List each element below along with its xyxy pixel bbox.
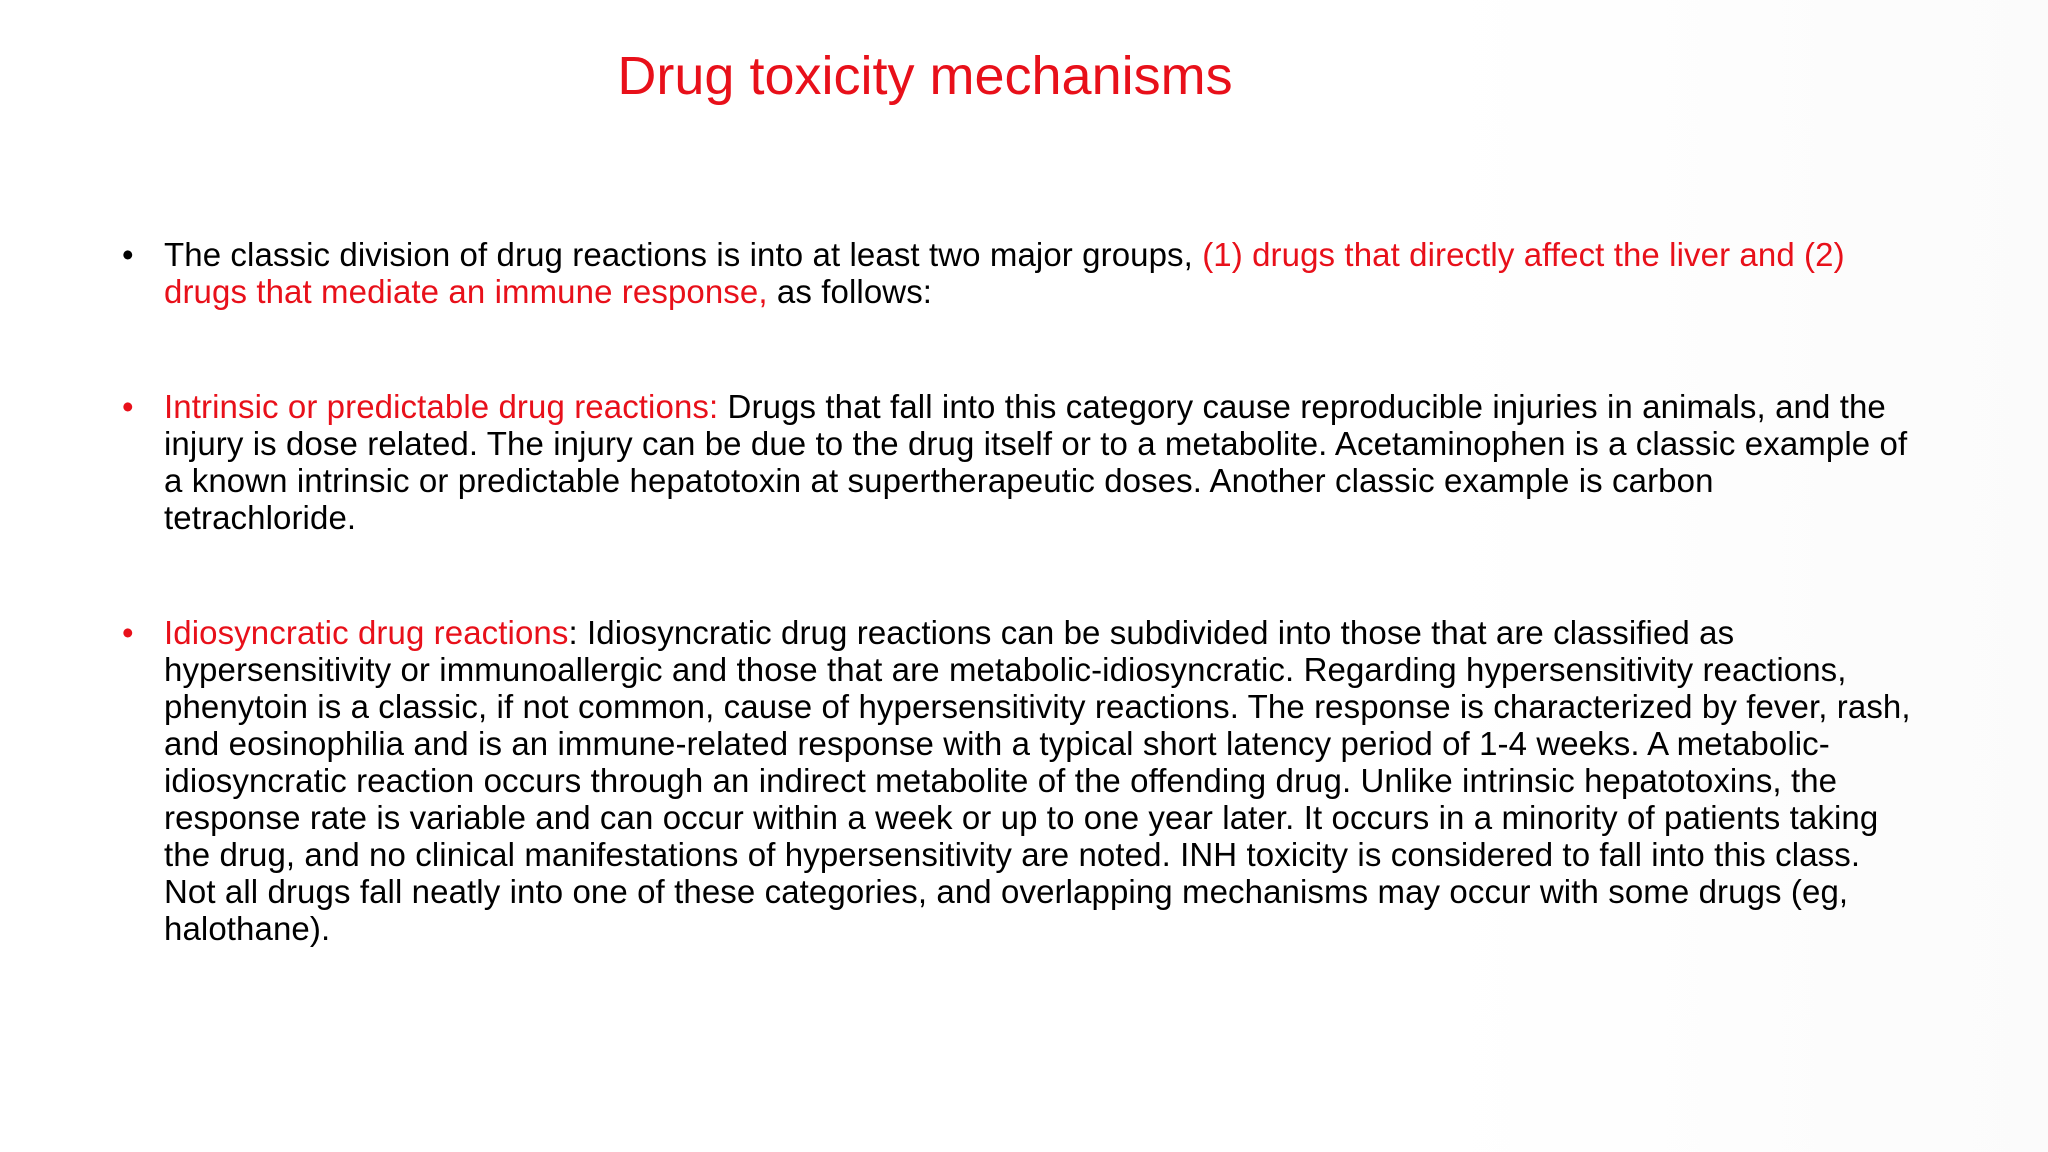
- bullet-list: [122, 236, 1912, 947]
- bullet-text: The classic division of drug reactions is into at least two major groups,: [164, 236, 1203, 273]
- bullet-marker: •: [122, 388, 134, 425]
- bullet-marker: •: [122, 614, 134, 651]
- bullet-heading: Intrinsic or predictable drug reactions:: [164, 388, 719, 425]
- slide-title: Drug toxicity mechanisms: [617, 46, 1233, 106]
- bullet-highlight: (1) drugs that directly affect the liver and (2) drugs that mediate an immune response,: [164, 236, 1845, 310]
- bullet-text-end: as follows:: [767, 273, 933, 310]
- bullet-text: : Idiosyncratic drug reactions can be subdivided into those that are classified as hypersensitivity or immunoallergic and those that are metabolic-idiosyncratic. Regarding hypersensitivity reactions, phenytoin is a classic, if not common, cause of hypersensitivity reactions. The response is characterized by fever, rash, and eosinophilia and is an immune-related response with a typical short latency period of 1-4 weeks. A metabolic-idiosyncratic reaction occurs through an indirect metabolite of the offending drug. Unlike intrinsic hepatotoxins, the response rate is variable and can occur within a week or up to one year later. It occurs in a minority of patients taking the drug, and no clinical manifestations of hypersensitivity are noted. INH toxicity is considered to fall into this class. Not all drugs fall neatly into one of these categories, and overlapping mechanisms may occur with some drugs (eg, halothane).: [164, 614, 1911, 947]
- bullet-marker: •: [122, 236, 134, 273]
- bullet-heading: Idiosyncratic drug reactions: [164, 614, 569, 651]
- bullet-idiosyncratic-reactions: [122, 614, 1912, 947]
- bullet-classic-division: [122, 236, 1912, 310]
- bullet-text: Drugs that fall into this category cause reproducible injuries in animals, and the injury is dose related. The injury can be due to the drug itself or to a metabolite. Acetaminophen is a classic example of a known intrinsic or predictable hepatotoxin at supertherapeutic doses. Another classic example is carbon tetrachloride.: [164, 388, 1908, 536]
- bullet-intrinsic-reactions: [122, 388, 1912, 536]
